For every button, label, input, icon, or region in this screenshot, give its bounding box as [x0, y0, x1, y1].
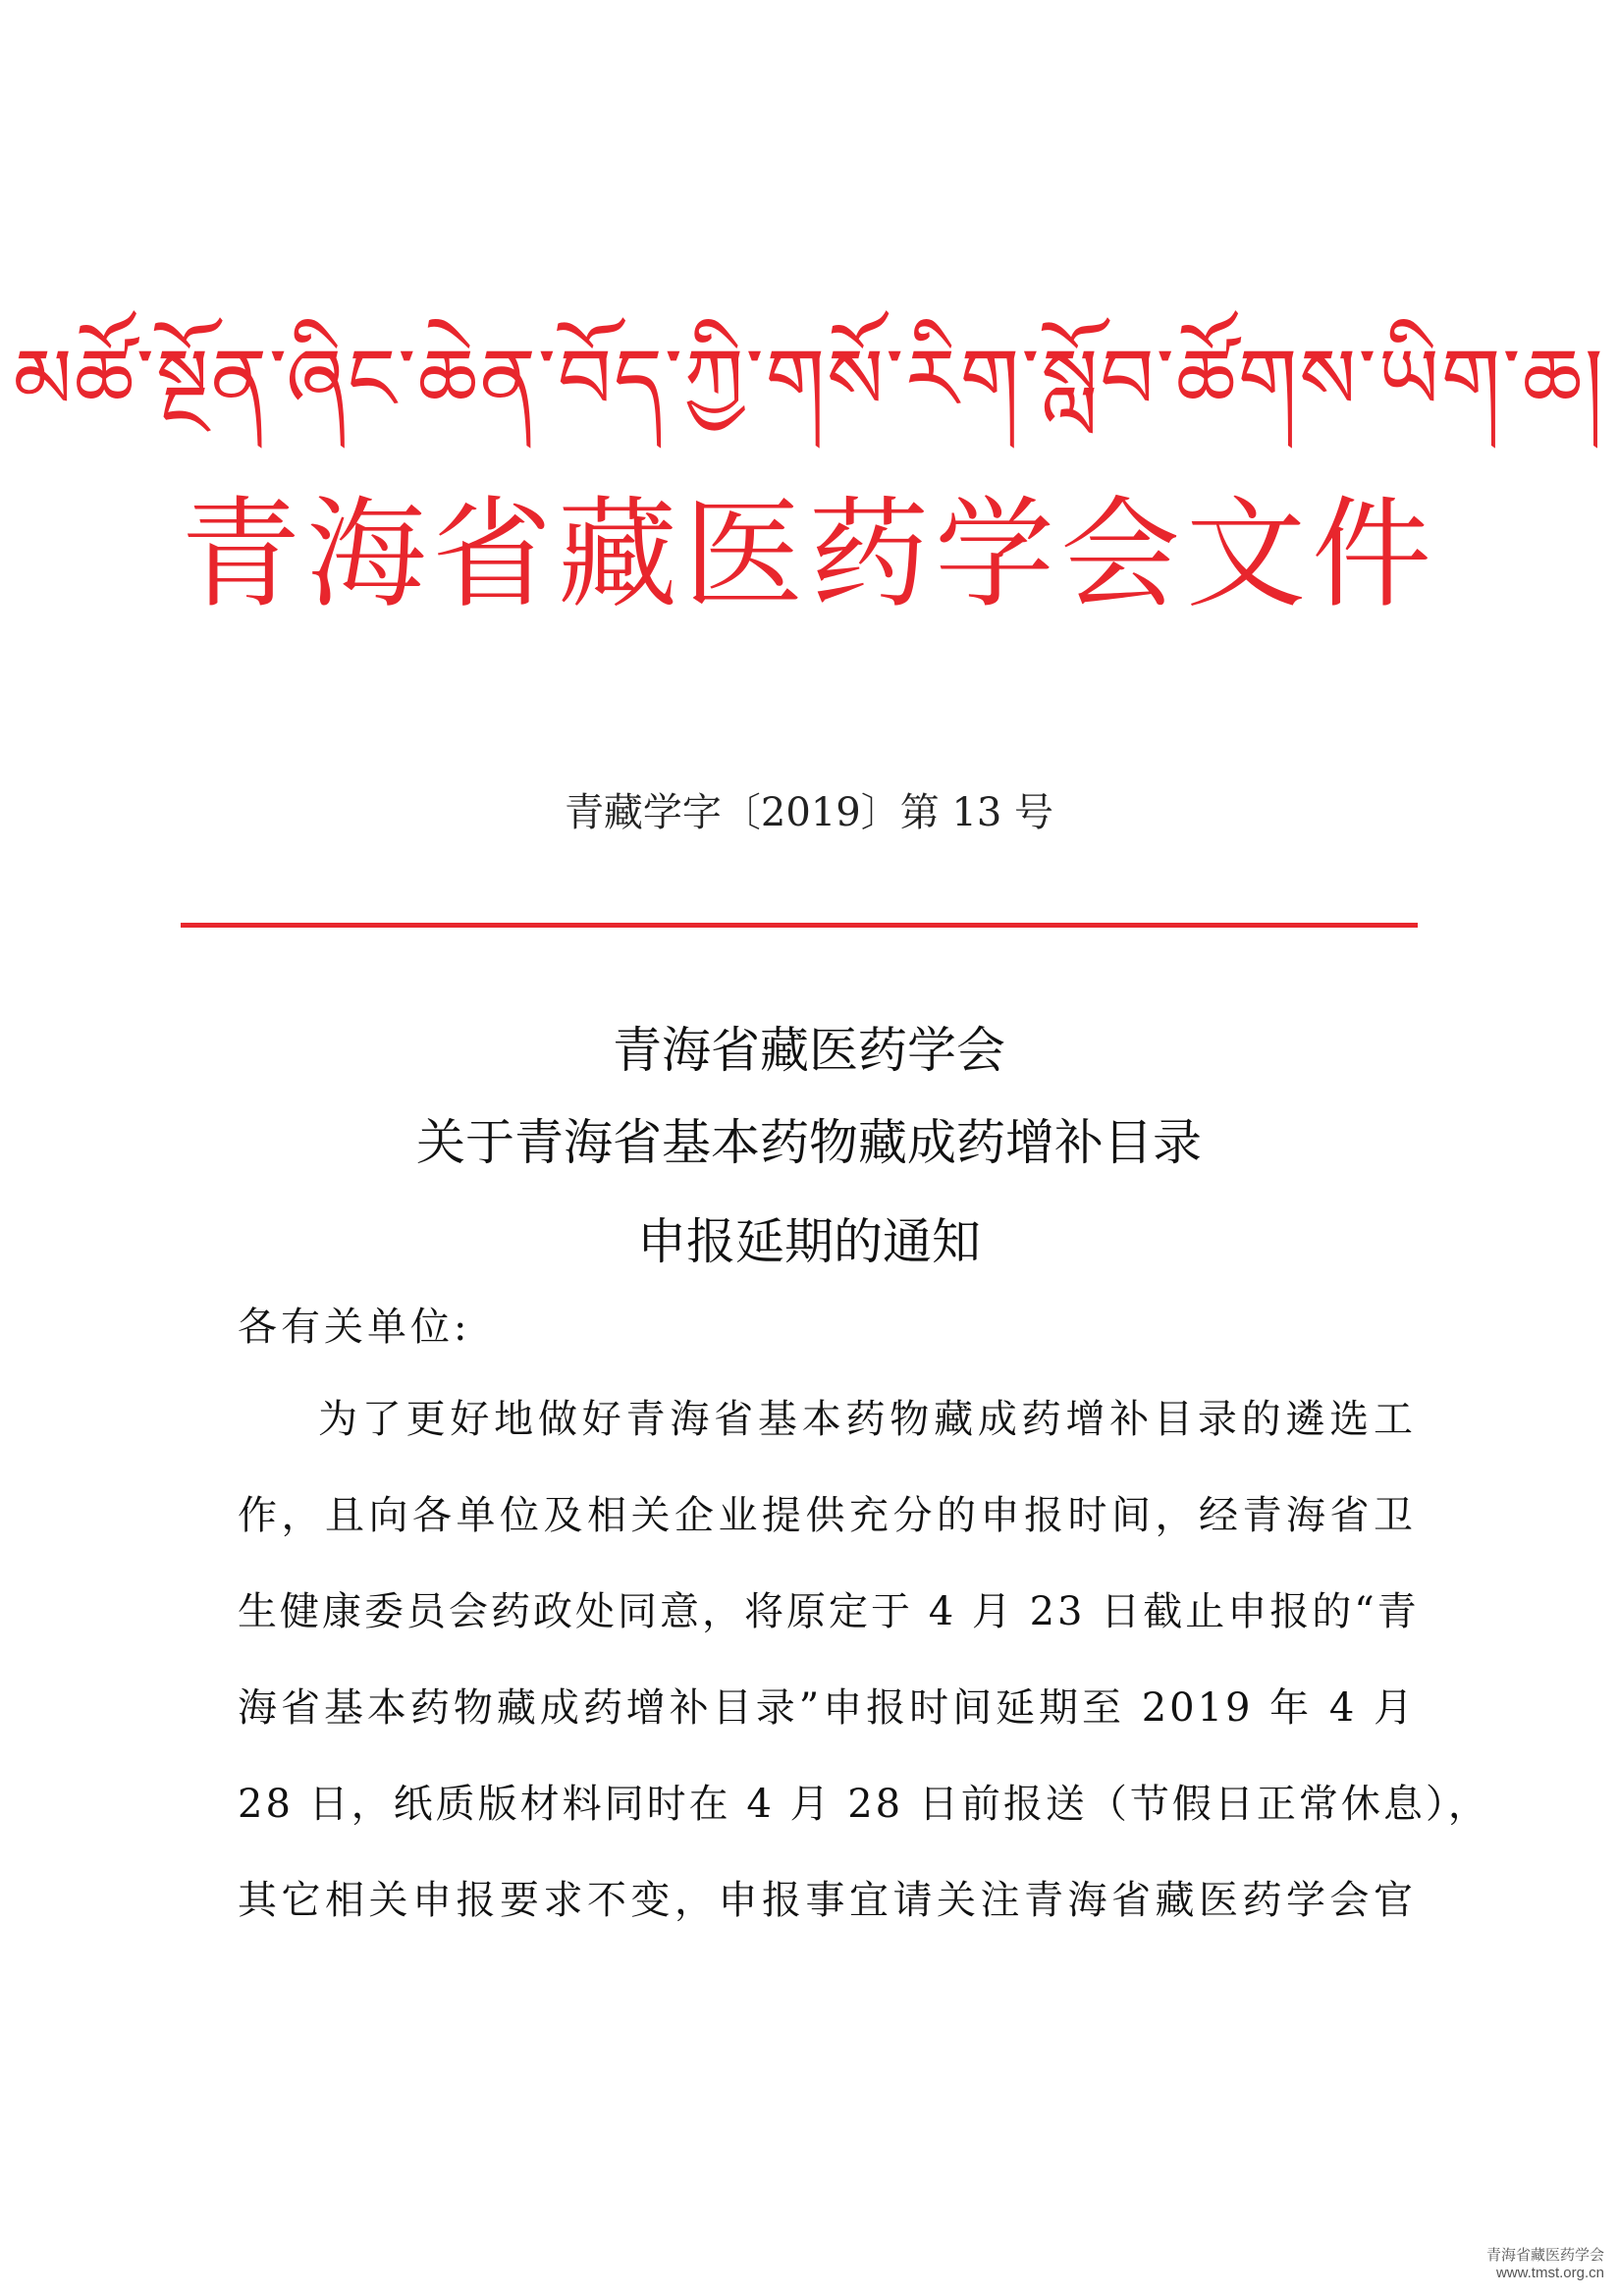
notice-title-line-3: 申报延期的通知: [637, 1213, 981, 1270]
watermark: [1486, 2247, 1604, 2282]
watermark-name: 青海省藏医药学会: [1485, 2247, 1604, 2264]
body-text-line: 海省基本药物藏成药增补目录”申报时间延期至 2019 年 4 月: [238, 1685, 1416, 1731]
watermark-site: www.tmst.org.cn: [1495, 2265, 1604, 2281]
notice-title-line-1: 青海省藏医药学会: [613, 1022, 1005, 1079]
notice-title-line-2: 关于青海省基本药物藏成药增补目录: [416, 1114, 1202, 1171]
body-text-line: 生健康委员会药政处同意，将原定于 4 月 23 日截止申报的“青: [238, 1589, 1420, 1634]
red-divider-line: [181, 923, 1418, 928]
body-text-line: 其它相关申报要求不变，申报事宜请关注青海省藏医药学会官: [238, 1878, 1416, 1923]
salutation: 各有关单位:: [238, 1305, 471, 1350]
document-number: 青藏学字〔2019〕第 13 号: [564, 790, 1054, 835]
tibetan-org-title: མཚོ་སྔོན་ཞིང་ཆེན་བོད་ཀྱི་གསོ་རིག་སློབ་ཚོགས་ཡིག་ཆ།: [13, 331, 1605, 429]
body-text-line: 28 日，纸质版材料同时在 4 月 28 日前报送（节假日正常休息），: [238, 1782, 1490, 1827]
body-text-line: 作，且向各单位及相关企业提供充分的申报时间，经青海省卫: [238, 1493, 1416, 1538]
document-header-title: 青海省藏医药学会文件: [181, 485, 1437, 624]
body-text-line: 为了更好地做好青海省基本药物藏成药增补目录的遴选工: [318, 1397, 1416, 1442]
